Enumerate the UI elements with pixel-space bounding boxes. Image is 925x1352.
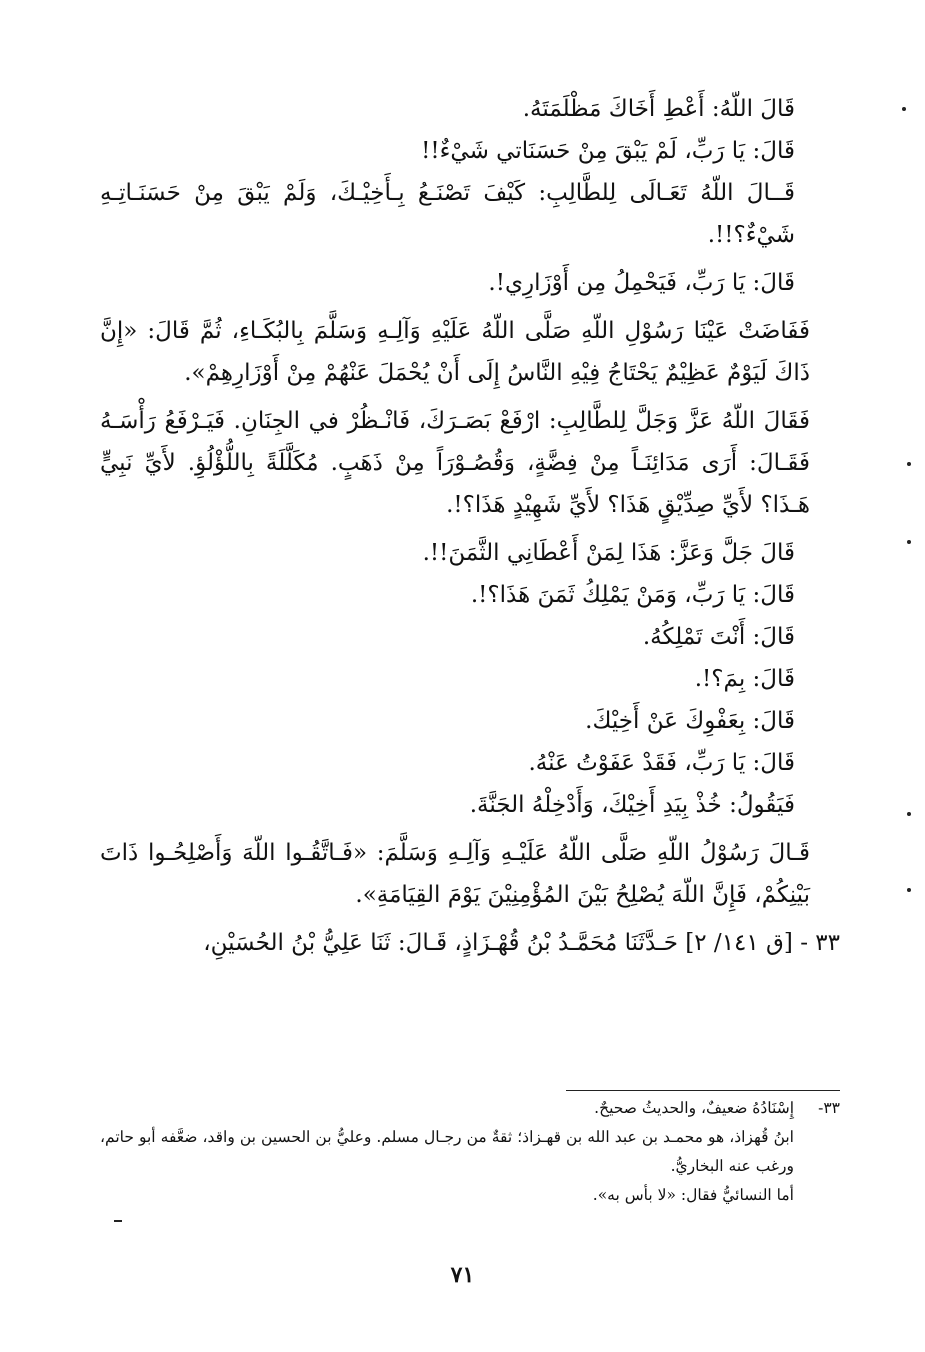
text-line: قَالَ اللّهُ: أَعْطِ أَخَاكَ مَظْلَمَتَهُ. <box>522 96 795 122</box>
footnote-text: ابنُ قُهزاذ، هو محمـد بن عبد الله بن قهـزاذ؛ ثقةٌ من رجـال مسلم. وعليُّ بن الحسين بن واقد، ضعَّفه أبو حاتم، ورغب عنه البخاريُّ. <box>100 1128 794 1175</box>
text-line: فَيَقُولُ: خُذْ بِيَدِ أَخِيْكَ، وَأَدْخِلْهُ الجَنَّةَ. <box>469 792 795 818</box>
text-line: قَالَ جَلَّ وَعَزَّ: هَذَا لِمَنْ أَعْطَانِي الثَّمَنَ!!. <box>422 540 795 566</box>
main-text <box>100 88 840 964</box>
hadith-isnad-line: ٣٣ - [ق ١٤١/ ٢] حَـدَّثَنَا مُحَمَّـدُ بْنُ قُهْـزَاذٍ، قَـالَ: ثَنَا عَلِيُّ بْنُ الحُسَيْنِ، <box>203 930 840 956</box>
scan-speck <box>907 888 911 892</box>
scan-speck <box>902 107 906 111</box>
text-line: قَالَ: يَا رَبِّ، وَمَنْ يَمْلِكُ ثَمَنَ هَذَا؟!. <box>470 582 795 608</box>
text-line: قَــالَ اللّهُ تَعَـالَى لِلطَّالِبِ: كَيْفَ تَصْنَـعُ بِـأَخِيْـكَ، وَلَمْ يَبْقَ مِنْ حَسَنَـاتِـهِ شَيْءٌ؟!!. <box>100 180 795 248</box>
text-paragraph: فَفَاضَتْ عَيْنَا رَسُوْلِ اللّهِ صَلَّى اللّهُ عَلَيْهِ وَآلِـهِ وَسَلَّمَ بِالبُكَـاءِ، ثُمَّ قَالَ: «إِنَّ ذَاكَ لَيَوْمٌ عَظِيْمٌ يَحْتَاجُ فِيْهِ النَّاسُ إِلَى أَنْ يُحْمَلَ عَنْهُمْ مِنْ أَوْزَارِهِمْ». <box>100 318 810 386</box>
text-line: قَالَ: يَا رَبِّ، لَمْ يَبْقَ مِنْ حَسَنَاتي شَيْءٌ!! <box>421 138 795 164</box>
text-line: قَالَ: بِعَفْوِكَ عَنْ أَخِيْكَ. <box>585 708 795 734</box>
footnote-separator <box>566 1090 840 1091</box>
footnote-number: ٣٣- <box>818 1099 840 1117</box>
scan-speck <box>114 1220 122 1222</box>
scan-speck <box>907 812 911 816</box>
scan-speck <box>907 540 911 544</box>
footnote-text: أما النسائيُّ فقال: «لا بأس به». <box>592 1186 794 1204</box>
page-number: ٧١ <box>450 1262 475 1288</box>
scan-speck <box>907 462 911 466</box>
text-line: قَالَ: يَا رَبِّ، فَيَحْمِلُ مِن أَوْزَارِي!. <box>488 270 795 296</box>
footnote-text: إِسْنَادُهُ ضعيفٌ، والحديثُ صحيحٌ. <box>594 1099 794 1117</box>
text-line: قَالَ: بِمَ؟!. <box>694 666 795 692</box>
footnote-first <box>100 1094 840 1123</box>
text-paragraph: فَقَالَ اللّهُ عَزَّ وَجَلَّ لِلطَّالِبِ: ارْفَعْ بَصَـرَكَ، فَانْـظُرْ في الجِنَانِ. فَيَـرْفَعُ رَأْسَـهُ فَقَـالَ: أَرَى مَدَائِنَـاً مِنْ فِضَّةٍ، وَقُصُـوْرَاً مِنْ ذَهَبٍ. مُكَلَّلَةً بِاللُّؤْلُؤِ. لأَيِّ نَبِيٍّ هَـذَا؟ لأَيِّ صِدِّيْقٍ هَذَا؟ لأَيِّ شَهِيْدٍ هَذَا؟!. <box>100 408 810 518</box>
text-paragraph: قَـالَ رَسُوْلُ اللّهِ صَلَّى اللّهُ عَلَيْـهِ وَآلِـهِ وَسَلَّمَ: «فَـاتَّقُـوا اللّهَ وَأَصْلِحُـوا ذَاتَ بَيْنِكُمْ، فَإِنَّ اللّهَ يُصْلِحُ بَيْنَ المُؤْمِنِيْنَ يَوْمَ القِيَامَةِ». <box>100 840 810 908</box>
text-line: قَالَ: أَنْتَ تَمْلِكُهُ. <box>642 624 795 650</box>
text-line: قَالَ: يَا رَبِّ، فَقَدْ عَفَوْتُ عَنْهُ. <box>528 750 795 776</box>
footnotes <box>100 1094 840 1210</box>
